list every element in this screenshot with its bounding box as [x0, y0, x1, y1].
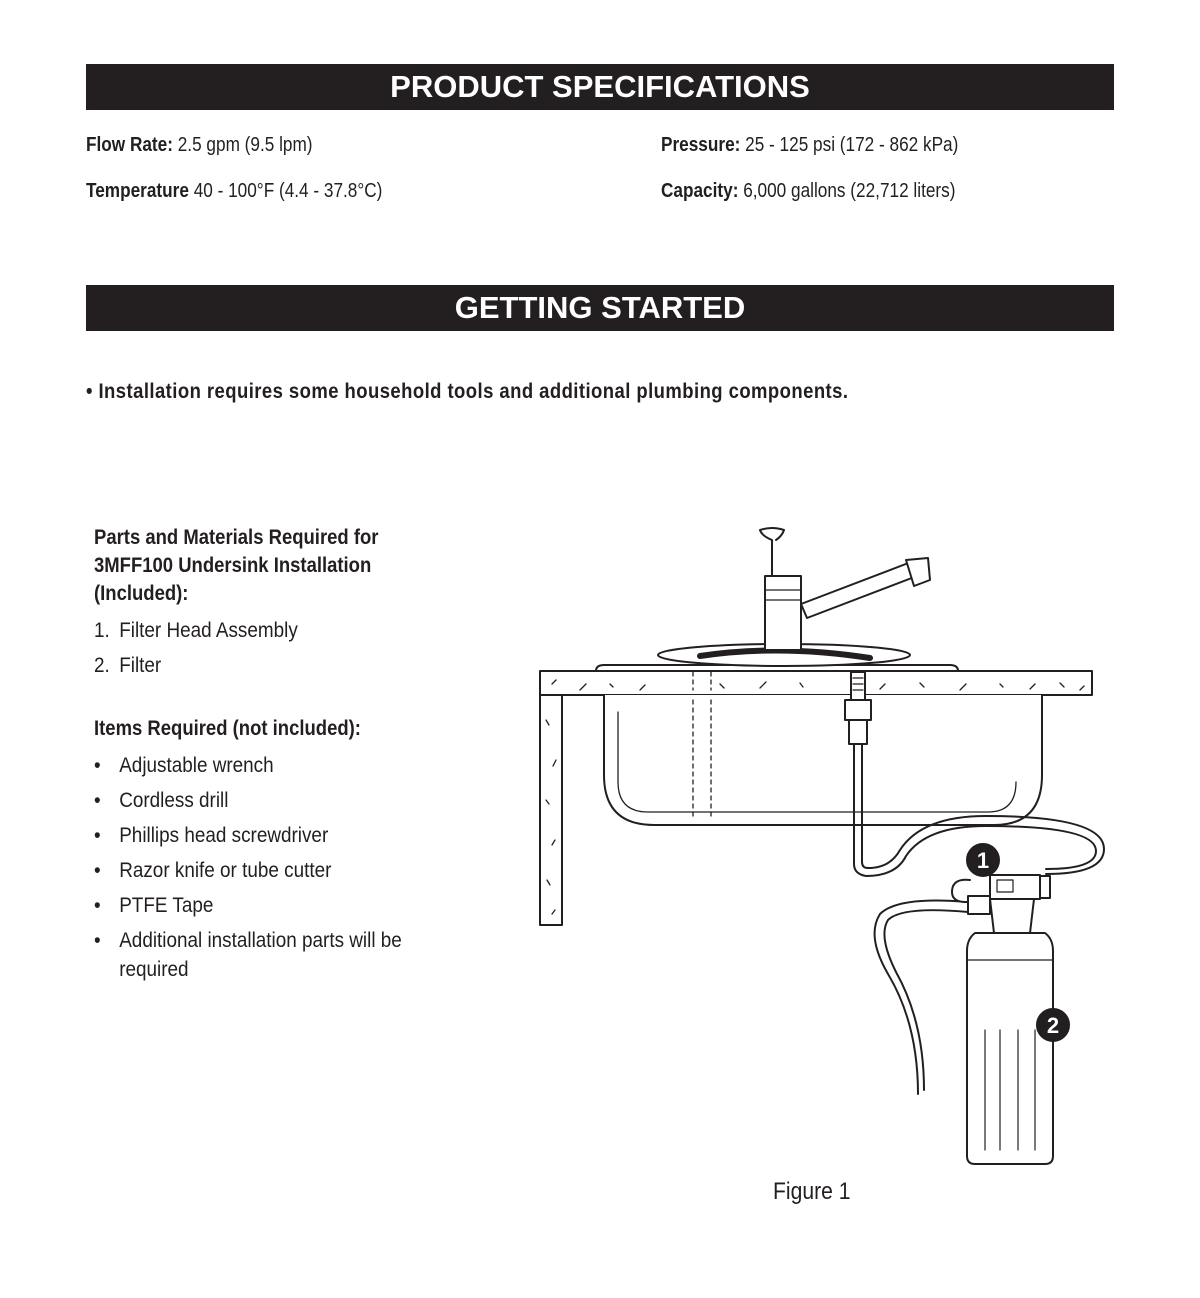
installation-note: • Installation requires some household tools and additional plumbing components. — [86, 380, 849, 403]
spec-capacity — [661, 180, 955, 203]
bullet-marker: • — [94, 789, 101, 812]
list-marker: 2. — [94, 654, 110, 677]
filter-cartridge — [967, 933, 1053, 1164]
spec-flow-rate-label: Flow Rate: — [86, 134, 173, 156]
list-item-text: Cordless drill — [119, 789, 229, 812]
spec-pressure-label: Pressure: — [661, 134, 741, 156]
list-item-text: PTFE Tape — [119, 894, 214, 917]
callout-1-label: 1 — [976, 848, 990, 873]
list-item — [94, 926, 416, 984]
list-item-text: Adjustable wrench — [119, 754, 274, 777]
list-marker: 1. — [94, 619, 110, 642]
figure-caption: Figure 1 — [773, 1178, 851, 1205]
spec-temperature-value: 40 - 100°F (4.4 - 37.8°C) — [188, 180, 383, 202]
list-item — [94, 821, 443, 850]
list-item-text: Filter Head Assembly — [119, 619, 298, 642]
faucet — [658, 528, 930, 666]
spec-temperature-label: Temperature — [86, 180, 189, 202]
list-item — [94, 786, 443, 815]
parts-heading: Parts and Materials Required for 3MFF100 Undersink Installation (Included): — [94, 526, 379, 605]
spec-flow-rate — [86, 134, 313, 157]
list-item-text: Additional installation parts will be required — [119, 929, 402, 981]
product-specifications-banner: PRODUCT SPECIFICATIONS — [86, 64, 1114, 110]
list-item-text: Razor knife or tube cutter — [119, 859, 332, 882]
undersink-installation-figure — [520, 515, 1120, 1215]
spec-pressure-value: 25 - 125 psi (172 - 862 kPa) — [740, 134, 959, 156]
outlet-tube — [875, 901, 968, 1095]
spec-flow-rate-value: 2.5 gpm (9.5 lpm) — [172, 134, 313, 156]
callout-2 — [1037, 1009, 1069, 1041]
callout-2-label: 2 — [1046, 1013, 1060, 1038]
parts-list — [94, 524, 482, 680]
bullet-marker: • — [94, 859, 101, 882]
spec-capacity-label: Capacity: — [661, 180, 739, 202]
list-item — [94, 751, 443, 780]
getting-started-banner: GETTING STARTED — [86, 285, 1114, 331]
list-item — [94, 856, 443, 885]
spec-temperature — [86, 180, 382, 203]
list-item — [94, 651, 443, 680]
callout-1 — [967, 844, 999, 876]
bullet-marker: • — [94, 929, 101, 952]
list-item-text: Filter — [119, 654, 162, 677]
list-item-text: Phillips head screwdriver — [119, 824, 329, 847]
bullet-marker: • — [94, 754, 101, 777]
spec-pressure — [661, 134, 958, 157]
tools-list — [94, 715, 482, 984]
filter-head — [952, 875, 1050, 933]
list-item — [94, 891, 443, 920]
bullet-marker: • — [94, 824, 101, 847]
tools-heading: Items Required (not included): — [94, 717, 361, 740]
spec-capacity-value: 6,000 gallons (22,712 liters) — [738, 180, 956, 202]
list-item — [94, 616, 443, 645]
bullet-marker: • — [94, 894, 101, 917]
